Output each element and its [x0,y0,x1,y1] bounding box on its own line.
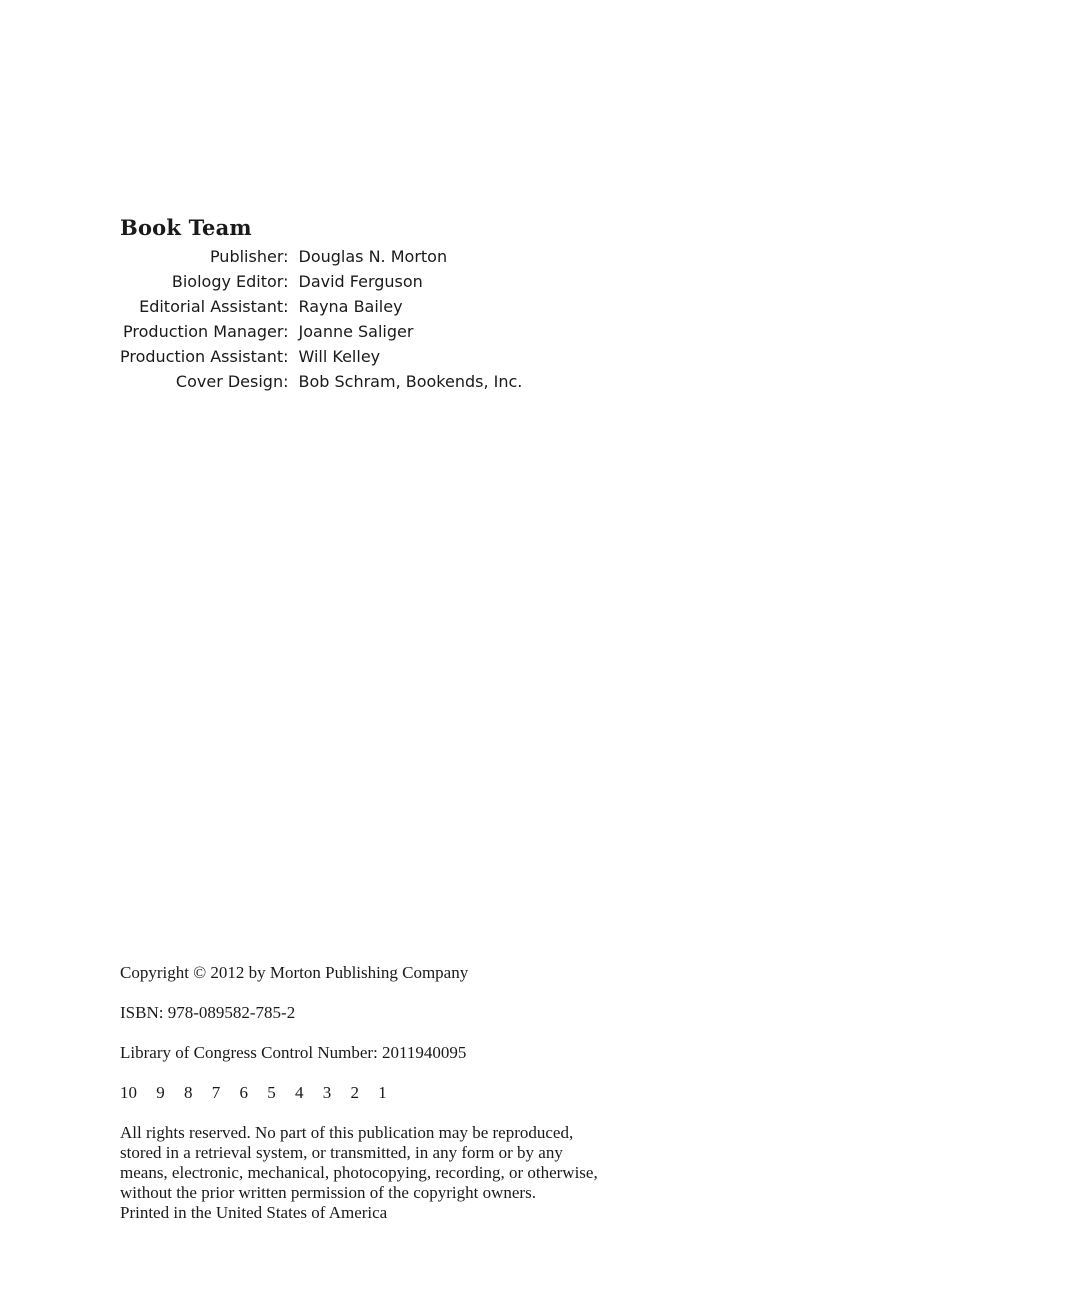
team-name: Bob Schram, Bookends, Inc. [298,372,523,391]
book-team-table [120,244,522,394]
rights-line: All rights reserved. No part of this publication may be reproduced, [120,1123,574,1142]
printing-number-line [120,1083,640,1103]
team-name: Will Kelley [298,347,381,366]
team-member-row [120,369,522,394]
printing-number: 2 [350,1083,359,1102]
lccn-line: Library of Congress Control Number: 2011940095 [120,1043,467,1062]
team-role: Publisher: [209,247,289,266]
printed-in-line: Printed in the United States of America [120,1203,388,1222]
team-name: Douglas N. Morton [298,247,448,266]
team-role: Production Manager: [123,322,289,341]
team-member-row [120,244,522,269]
team-member-row [120,319,522,344]
isbn-line: ISBN: 978-089582-785-2 [120,1003,296,1022]
team-member-row [120,269,522,294]
team-name: Rayna Bailey [298,297,403,316]
team-role: Biology Editor: [171,272,289,291]
rights-line: without the prior written permission of the copyright owners. [120,1183,536,1202]
printing-number: 9 [156,1083,165,1102]
copyright-section [120,963,640,1223]
printing-number: 7 [211,1083,221,1102]
rights-line: means, electronic, mechanical, photocopying, recording, or otherwise, [120,1163,598,1182]
team-member-row [120,294,522,319]
team-name: David Ferguson [298,272,423,291]
book-team-heading: Book Team [120,215,252,240]
printing-number: 3 [322,1083,332,1102]
printing-number: 1 [378,1083,387,1102]
team-member-row [120,344,522,369]
team-role: Editorial Assistant: [139,297,289,316]
copyright-notice: Copyright © 2012 by Morton Publishing Company [120,963,469,982]
printing-number: 6 [239,1083,248,1102]
printing-number: 4 [295,1083,304,1102]
book-team-section [120,212,522,394]
printing-number: 8 [184,1083,193,1102]
printing-number: 10 [120,1083,137,1102]
team-name: Joanne Saliger [298,322,414,341]
rights-line: stored in a retrieval system, or transmitted, in any form or by any [120,1143,563,1162]
printing-number: 5 [267,1083,276,1102]
team-role: Production Assistant: [120,347,289,366]
rights-statement [120,1123,640,1223]
team-role: Cover Design: [175,372,289,391]
